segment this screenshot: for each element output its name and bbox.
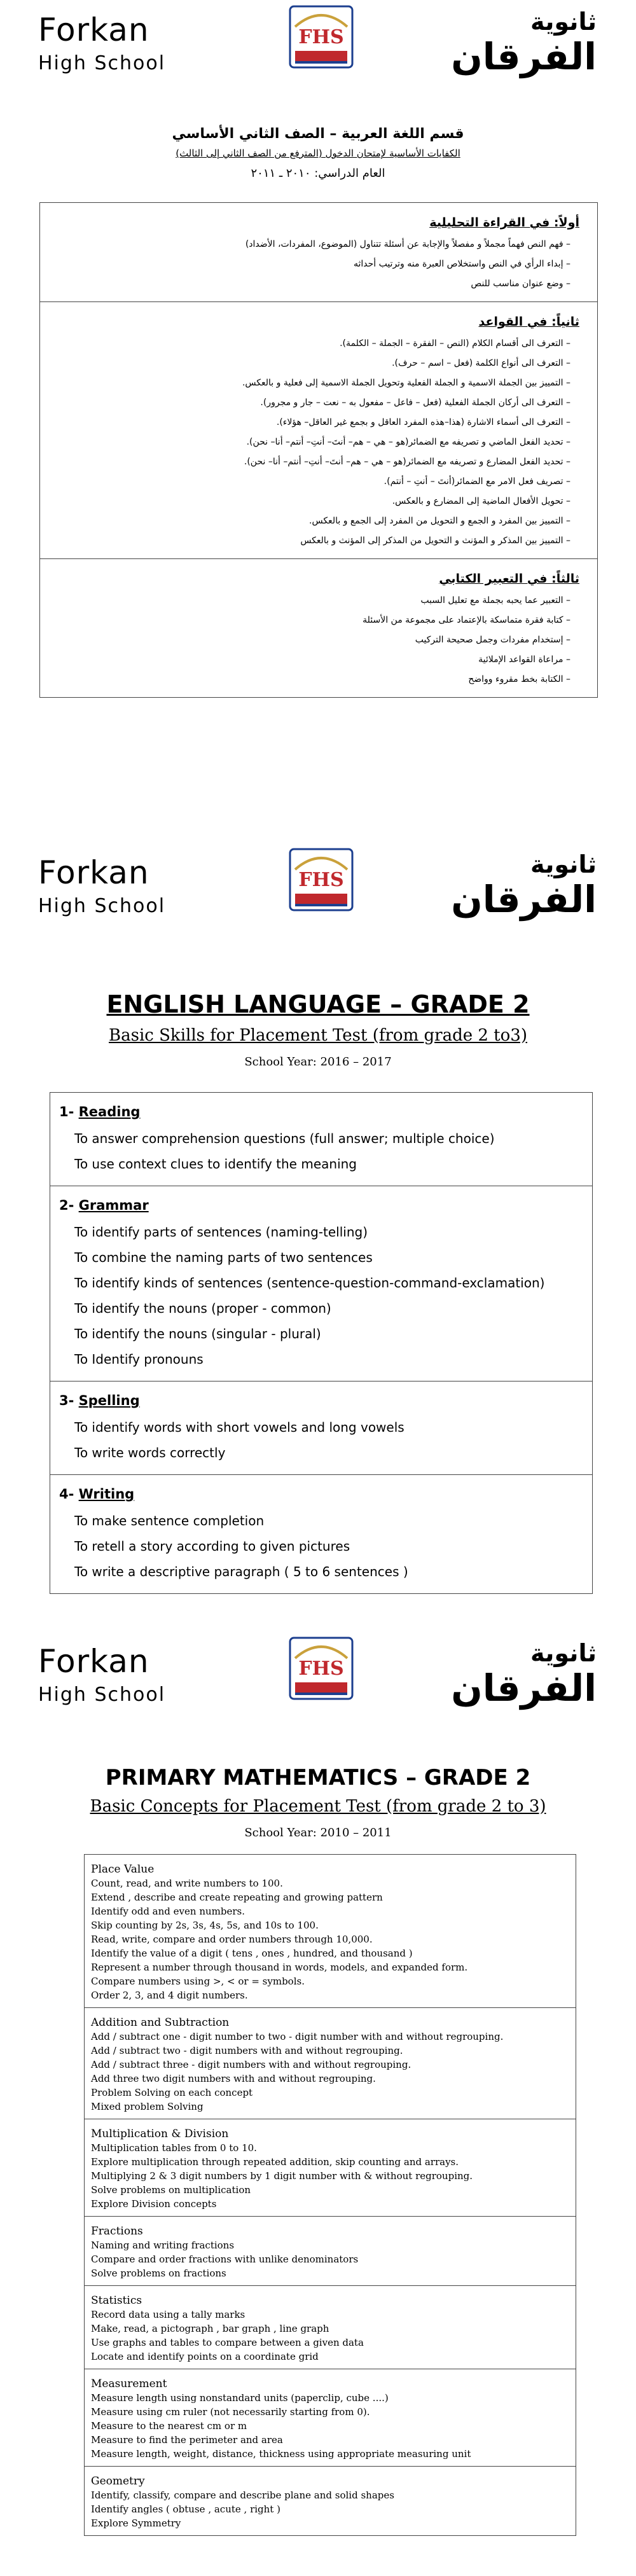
list-item: To identify words with short vowels and long vowels: [74, 1420, 404, 1435]
page-header: [0, 0, 636, 121]
list-item: – تحديد الفعل المضارع و تصريفه مع الضمائر(هو – هي – هم– أنتَ– أنتِ– أنتم– أنا– نحن).: [244, 457, 570, 467]
arabic-section: [40, 559, 597, 697]
section-number: 4-: [59, 1486, 74, 1502]
section-heading: Geometry: [91, 2475, 145, 2488]
math-year: School Year: 2010 – 2011: [244, 1826, 392, 1839]
list-item: Solve problems on multiplication: [91, 2184, 251, 2196]
arabic-title: قسم اللغة العربية – الصف الثاني الأساسي: [172, 126, 464, 142]
math-page: [0, 1631, 636, 2576]
section-list: [53, 235, 579, 294]
list-item: To make sentence completion: [74, 1513, 265, 1528]
list-item: – التمييز بين المفرد و الجمع و التحويل من المفرد إلى الجمع و بالعكس.: [309, 516, 570, 526]
list-item: – التعرف الى أركان الجملة الفعلية (فعل – فاعل – مفعول به – نعت – جار و مجرور).: [260, 398, 570, 408]
list-item: To retell a story according to given pictures: [74, 1539, 350, 1554]
section-number: 3-: [59, 1393, 74, 1408]
arabic-section: [40, 302, 597, 559]
list-item: Add / subtract two - digit numbers with and without regrouping.: [91, 2045, 403, 2056]
math-section: [85, 2008, 576, 2119]
list-item: Add / subtract one - digit number to two - digit number with and without regrouping.: [91, 2031, 504, 2042]
arabic-school-label: ثانوية: [530, 850, 597, 878]
section-heading: [59, 1104, 583, 1119]
english-section: [50, 1475, 592, 1593]
arabic-school-label: ثانوية: [530, 8, 597, 36]
math-section: [85, 1855, 576, 2008]
brand-name: Forkan: [38, 11, 149, 48]
math-subtitle: Basic Concepts for Placement Test (from grade 2 to 3): [90, 1797, 546, 1816]
section-title: Grammar: [78, 1198, 149, 1213]
list-item: To answer comprehension questions (full answer; multiple choice): [74, 1131, 495, 1146]
list-item: – التعرف الى أسماء الاشارة (هذا–هذه المفرد العاقل و بجمع غير العاقل– هؤلاء).: [276, 417, 570, 427]
arabic-school-name: الفرقان: [451, 1666, 597, 1710]
math-title: PRIMARY MATHEMATICS – GRADE 2: [105, 1765, 531, 1790]
page-header: [0, 843, 636, 964]
list-item: To identify parts of sentences (naming-telling): [74, 1224, 368, 1240]
english-year: School Year: 2016 – 2017: [244, 1055, 392, 1069]
list-item: – التمييز بين المذكر و المؤنث و التحويل من المذكر إلى المؤنث و بالعكس: [300, 536, 570, 546]
brand-name: Forkan: [38, 1643, 149, 1680]
math-section: [85, 2217, 576, 2286]
arabic-page: [0, 0, 636, 843]
section-heading: [59, 1198, 583, 1213]
list-item: Measure length, weight, distance, thickness using appropriate measuring unit: [91, 2448, 471, 2460]
brand-subtitle: High School: [38, 52, 166, 74]
section-list: [53, 591, 579, 689]
list-item: To identify kinds of sentences (sentence-question-command-exclamation): [74, 1275, 545, 1291]
list-item: Count, read, and write numbers to 100.: [91, 1878, 283, 1889]
list-item: Multiplying 2 & 3 digit numbers by 1 digit number with & without regrouping.: [91, 2170, 473, 2182]
section-heading: Statistics: [91, 2294, 142, 2307]
english-section: [50, 1381, 592, 1475]
list-item: Problem Solving on each concept: [91, 2087, 253, 2098]
section-title: Reading: [78, 1104, 141, 1119]
section-heading: Addition and Subtraction: [91, 2016, 230, 2029]
english-page: [0, 843, 636, 1631]
english-section: [50, 1093, 592, 1186]
math-section: [85, 2467, 576, 2535]
arabic-competencies-box: [39, 202, 598, 698]
brand-subtitle: High School: [38, 895, 166, 917]
list-item: – التعرف الى أنواع الكلمة (فعل – اسم – حرف).: [392, 358, 570, 368]
list-item: To combine the naming parts of two sentences: [74, 1250, 373, 1265]
section-heading: أولاً: في القراءة التحليلية: [429, 216, 579, 230]
section-number: 1-: [59, 1104, 74, 1119]
list-item: Add three two digit numbers with and without regrouping.: [91, 2073, 376, 2084]
list-item: To Identify pronouns: [74, 1352, 204, 1367]
list-item: Solve problems on fractions: [91, 2268, 226, 2279]
section-heading: Measurement: [91, 2378, 167, 2390]
section-heading: Multiplication & Division: [91, 2128, 229, 2140]
list-item: Multiplication tables from 0 to 10.: [91, 2142, 257, 2154]
list-item: To identify the nouns (singular - plural): [74, 1326, 321, 1341]
section-heading: ثانياً: في القواعد: [478, 315, 579, 329]
section-number: 2-: [59, 1198, 74, 1213]
list-item: To write words correctly: [74, 1445, 226, 1460]
logo-letters: FHS: [298, 869, 344, 891]
arabic-school-name: الفرقان: [451, 878, 597, 921]
brand-subtitle: High School: [38, 1684, 166, 1706]
school-logo-icon: [286, 1633, 356, 1704]
list-item: Explore Division concepts: [91, 2198, 217, 2210]
list-item: Identify angles ( obtuse , acute , right ): [91, 2503, 280, 2515]
list-item: Read, write, compare and order numbers through 10,000.: [91, 1934, 373, 1945]
list-item: Naming and writing fractions: [91, 2240, 235, 2251]
list-item: Locate and identify points on a coordinate grid: [91, 2351, 319, 2362]
arabic-subtitle: الكفايات الأساسية لإمتحان الدخول (المترفع من الصف الثاني إلى الثالث): [176, 148, 460, 159]
arabic-school-label: ثانوية: [530, 1639, 597, 1667]
list-item: Compare and order fractions with unlike denominators: [91, 2254, 359, 2265]
list-item: – الكتابة بخط مقروء وواضح: [468, 674, 570, 684]
list-item: Represent a number through thousand in words, models, and expanded form.: [91, 1962, 468, 1973]
arabic-year: العام الدراسي: ٢٠١٠ ـ ٢٠١١: [251, 167, 385, 180]
list-item: Record data using a tally marks: [91, 2309, 245, 2320]
arabic-section: [40, 203, 597, 302]
math-section: [85, 2286, 576, 2369]
list-item: To identify the nouns (proper - common): [74, 1301, 331, 1316]
list-item: Identify odd and even numbers.: [91, 1906, 245, 1917]
page-header: [0, 1631, 636, 1752]
english-title: ENGLISH LANGUAGE – GRADE 2: [106, 990, 530, 1018]
math-section: [85, 2369, 576, 2467]
list-item: Skip counting by 2s, 3s, 4s, 5s, and 10s to 100.: [91, 1920, 319, 1931]
list-item: – كتابة فقرة متماسكة بالإعتماد على مجموعة من الأسئلة: [363, 615, 570, 625]
english-subtitle: Basic Skills for Placement Test (from grade 2 to3): [109, 1026, 527, 1045]
list-item: – إبداء الرأي في النص واستخلاص العبرة منه وترتيب أحداثه: [353, 259, 570, 269]
logo-letters: FHS: [298, 26, 344, 48]
math-concepts-box: [84, 1854, 576, 2536]
section-heading: [59, 1486, 583, 1502]
logo-letters: FHS: [298, 1658, 344, 1680]
list-item: Measure using cm ruler (not necessarily starting from 0).: [91, 2406, 370, 2418]
list-item: – تصريف فعل الامر مع الضمائر(أنتَ – أنتِ – أنتم).: [384, 476, 570, 487]
section-title: Writing: [78, 1486, 135, 1502]
list-item: Measure to the nearest cm or m: [91, 2420, 247, 2432]
list-item: Make, read, a pictograph , bar graph , line graph: [91, 2323, 329, 2334]
list-item: Identify, classify, compare and describe plane and solid shapes: [91, 2489, 394, 2501]
list-item: – تحويل الأفعال الماضية إلى المضارع و بالعكس.: [392, 496, 570, 506]
section-title: Spelling: [78, 1393, 140, 1408]
list-item: – التعبير عما يحبه بجملة مع تعليل السبب: [420, 595, 570, 606]
english-skills-box: [50, 1092, 593, 1594]
section-list: [53, 334, 579, 551]
section-heading: [59, 1393, 583, 1408]
list-item: – إستخدام مفردات وجمل صحيحة التركيب: [415, 635, 570, 645]
list-item: Extend , describe and create repeating and growing pattern: [91, 1892, 383, 1903]
list-item: Use graphs and tables to compare between a given data: [91, 2337, 364, 2348]
school-logo-icon: [286, 1, 356, 73]
list-item: – مراعاة القواعد الإملائية: [478, 654, 570, 665]
list-item: Add / subtract three - digit numbers with and without regrouping.: [91, 2059, 411, 2070]
section-heading: ثالثاً: في التعبير الكتابي: [439, 572, 579, 586]
section-heading: Place Value: [91, 1863, 155, 1876]
list-item: Explore multiplication through repeated addition, skip counting and arrays.: [91, 2156, 459, 2168]
list-item: Explore Symmetry: [91, 2517, 181, 2529]
list-item: – تحديد الفعل الماضي و تصريفه مع الضمائر(هو – هي – هم– أنتَ– أنتِ– أنتم– أنا– نحن).: [246, 437, 570, 447]
arabic-school-name: الفرقان: [451, 35, 597, 78]
list-item: – التمييز بين الجملة الاسمية و الجملة الفعلية وتحويل الجملة الاسمية إلى فعلية و بالعكس.: [242, 378, 570, 388]
list-item: – التعرف الى أقسام الكلام (النص – الفقرة – الجملة – الكلمة).: [340, 338, 570, 349]
list-item: Order 2, 3, and 4 digit numbers.: [91, 1990, 248, 2001]
school-logo-icon: [286, 844, 356, 915]
list-item: To write a descriptive paragraph ( 5 to 6 sentences ): [74, 1564, 408, 1579]
list-item: Compare numbers using >, < or = symbols.: [91, 1976, 305, 1987]
brand-name: Forkan: [38, 854, 149, 891]
list-item: Mixed problem Solving: [91, 2101, 204, 2112]
list-item: Measure length using nonstandard units (paperclip, cube ....): [91, 2392, 389, 2404]
list-item: – وضع عنوان مناسب للنص: [471, 279, 570, 289]
list-item: Identify the value of a digit ( tens , ones , hundred, and thousand ): [91, 1948, 413, 1959]
list-item: To use context clues to identify the meaning: [74, 1156, 357, 1172]
english-section: [50, 1186, 592, 1381]
math-section: [85, 2119, 576, 2217]
list-item: Measure to find the perimeter and area: [91, 2434, 283, 2446]
section-heading: Fractions: [91, 2225, 143, 2238]
list-item: – فهم النص فهماً مجملاً و مفصلاً والإجابة عن أسئلة تتناول (الموضوع، المفردات، الأضداد): [245, 239, 570, 249]
